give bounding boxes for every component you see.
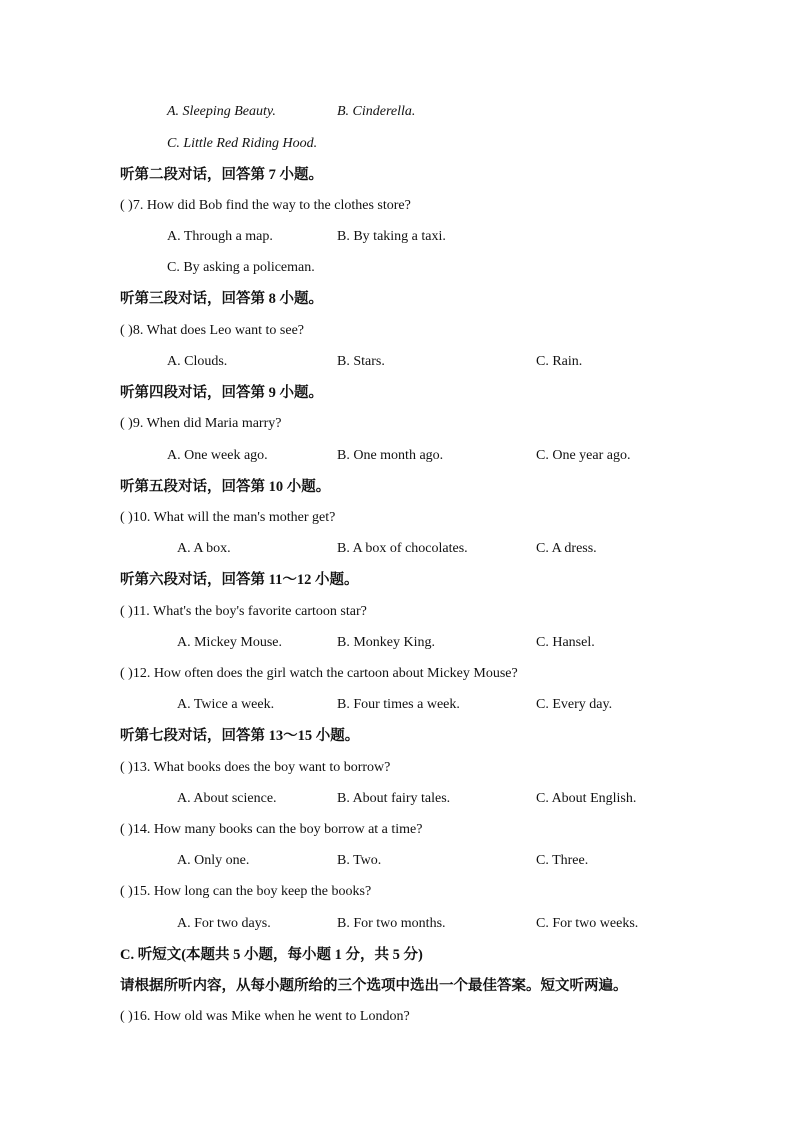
q10-option-c: C. A dress. bbox=[536, 541, 597, 556]
q12-option-c: C. Every day. bbox=[536, 697, 613, 712]
section-3-heading: 听第三段对话，回答第 8 小题。 bbox=[120, 291, 323, 307]
part-c-heading: C. 听短文(本题共 5 小题，每小题 1 分，共 5 分) bbox=[120, 947, 423, 963]
question-8: ( )8. What does Leo want to see? bbox=[120, 323, 305, 338]
q9-option-c: C. One year ago. bbox=[536, 448, 631, 463]
question-12: ( )12. How often does the girl watch the cartoon about Mickey Mouse? bbox=[120, 666, 518, 681]
q15-option-c: C. For two weeks. bbox=[536, 916, 639, 931]
q8-option-a: A. Clouds. bbox=[167, 354, 228, 369]
q7-option-b: B. By taking a taxi. bbox=[337, 229, 446, 244]
q11-option-b: B. Monkey King. bbox=[337, 635, 435, 650]
section-6-heading: 听第六段对话，回答第 11～12 小题。 bbox=[120, 572, 359, 588]
q6-option-c: C. Little Red Riding Hood. bbox=[167, 136, 318, 151]
q10-option-a: A. A box. bbox=[177, 541, 231, 556]
question-9: ( )9. When did Maria marry? bbox=[120, 416, 282, 431]
section-2-heading: 听第二段对话，回答第 7 小题。 bbox=[120, 167, 323, 183]
q15-option-b: B. For two months. bbox=[337, 916, 446, 931]
section-5-heading: 听第五段对话，回答第 10 小题。 bbox=[120, 479, 331, 495]
q12-option-a: A. Twice a week. bbox=[177, 697, 275, 712]
section-4-heading: 听第四段对话，回答第 9 小题。 bbox=[120, 385, 323, 401]
q8-option-b: B. Stars. bbox=[337, 354, 385, 369]
question-11: ( )11. What's the boy's favorite cartoon star? bbox=[120, 604, 367, 619]
question-16: ( )16. How old was Mike when he went to London? bbox=[120, 1009, 410, 1024]
q11-option-a: A. Mickey Mouse. bbox=[177, 635, 282, 650]
q7-option-c: C. By asking a policeman. bbox=[167, 260, 315, 275]
question-10: ( )10. What will the man's mother get? bbox=[120, 510, 336, 525]
q11-option-c: C. Hansel. bbox=[536, 635, 595, 650]
q13-option-b: B. About fairy tales. bbox=[337, 791, 451, 806]
q6-option-a: A. Sleeping Beauty. bbox=[167, 104, 276, 119]
q15-option-a: A. For two days. bbox=[177, 916, 271, 931]
q12-option-b: B. Four times a week. bbox=[337, 697, 460, 712]
q6-option-b: B. Cinderella. bbox=[337, 104, 416, 119]
part-c-instructions: 请根据所听内容，从每小题所给的三个选项中选出一个最佳答案。短文听两遍。 bbox=[120, 978, 628, 994]
q14-option-c: C. Three. bbox=[536, 853, 589, 868]
question-13: ( )13. What books does the boy want to borrow? bbox=[120, 760, 391, 775]
q14-option-b: B. Two. bbox=[337, 853, 382, 868]
q7-option-a: A. Through a map. bbox=[167, 229, 273, 244]
question-7: ( )7. How did Bob find the way to the clothes store? bbox=[120, 198, 411, 213]
question-14: ( )14. How many books can the boy borrow at a time? bbox=[120, 822, 423, 837]
q14-option-a: A. Only one. bbox=[177, 853, 250, 868]
q9-option-b: B. One month ago. bbox=[337, 448, 444, 463]
q13-option-a: A. About science. bbox=[177, 791, 277, 806]
q8-option-c: C. Rain. bbox=[536, 354, 583, 369]
q13-option-c: C. About English. bbox=[536, 791, 637, 806]
q10-option-b: B. A box of chocolates. bbox=[337, 541, 468, 556]
question-15: ( )15. How long can the boy keep the books? bbox=[120, 884, 372, 899]
section-7-heading: 听第七段对话，回答第 13～15 小题。 bbox=[120, 728, 360, 744]
q9-option-a: A. One week ago. bbox=[167, 448, 268, 463]
